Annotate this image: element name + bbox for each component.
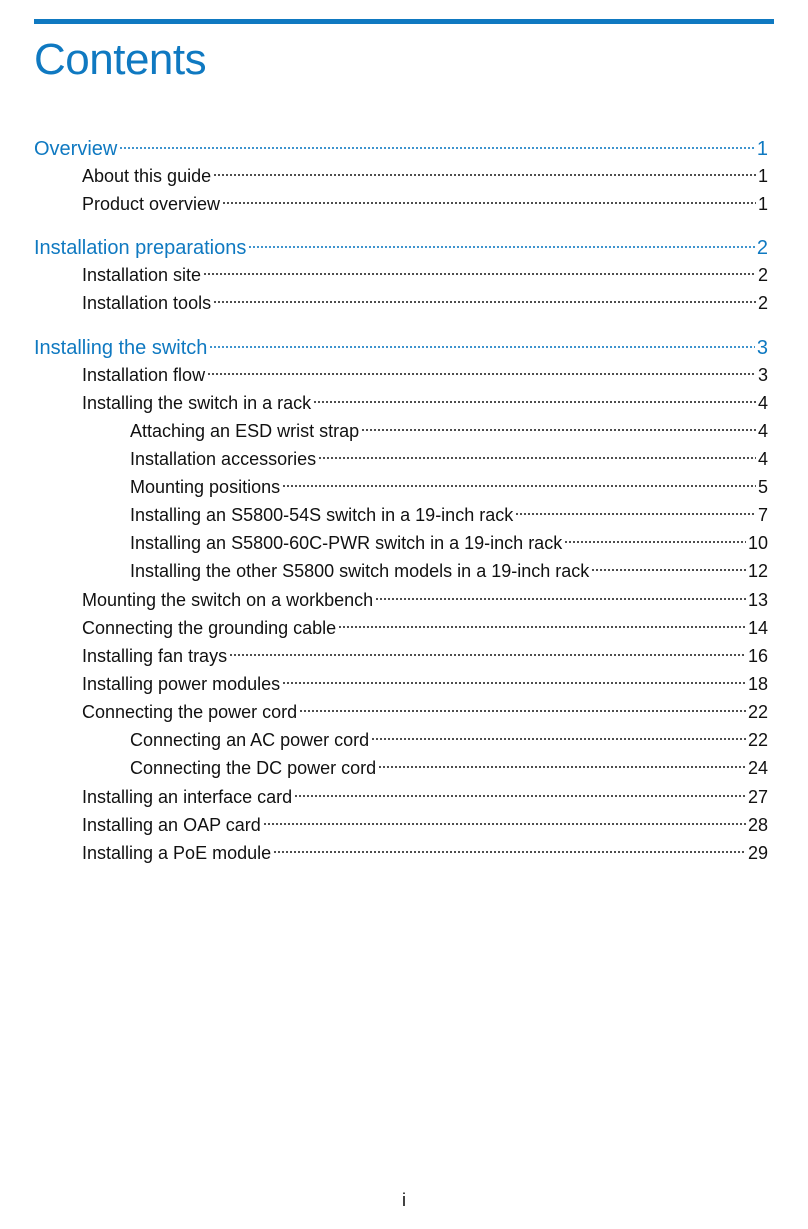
toc-entry-label: Installing an S5800-54S switch in a 19-inch rack — [130, 505, 514, 525]
dot-leader — [378, 764, 746, 770]
dot-leader — [313, 399, 756, 405]
toc-entry-page-number: 27 — [747, 787, 768, 807]
toc-entry-page-number: 18 — [747, 674, 768, 694]
dot-leader — [248, 244, 755, 250]
toc-entry[interactable] — [82, 293, 768, 321]
toc-entry-page-number: 3 — [757, 365, 768, 385]
toc-entry-page-number: 12 — [747, 561, 768, 581]
toc-entry-page-number: 3 — [756, 337, 768, 359]
toc-entry[interactable] — [130, 505, 768, 533]
dot-leader — [209, 344, 754, 350]
dot-leader — [273, 849, 746, 855]
toc-entry[interactable] — [130, 449, 768, 477]
toc-entry-label: Connecting the power cord — [82, 702, 298, 722]
toc-entry-label: Installation preparations — [34, 237, 247, 259]
dot-leader — [564, 539, 746, 545]
toc-entry[interactable] — [82, 618, 768, 646]
toc-entry-page-number: 2 — [757, 265, 768, 285]
toc-entry[interactable] — [130, 730, 768, 758]
toc-entry-label: Product overview — [82, 194, 221, 214]
toc-entry-page-number: 14 — [747, 618, 768, 638]
toc-entry-label: Installation flow — [82, 365, 206, 385]
toc-entry[interactable] — [130, 758, 768, 786]
dot-leader — [119, 145, 755, 151]
dot-leader — [591, 567, 746, 573]
toc-entry[interactable] — [130, 477, 768, 505]
toc-entry-label: Connecting the DC power cord — [130, 758, 377, 778]
toc-entry-page-number: 1 — [757, 194, 768, 214]
dot-leader — [318, 455, 756, 461]
toc-entry[interactable] — [82, 590, 768, 618]
toc-entry-label: Installing an S5800-60C-PWR switch in a 19-inch rack — [130, 533, 563, 553]
toc-entry[interactable] — [130, 561, 768, 589]
dot-leader — [222, 200, 756, 206]
dot-leader — [515, 511, 756, 517]
toc-entry[interactable] — [34, 138, 768, 166]
toc-entry-label: Installing the switch in a rack — [82, 393, 312, 413]
toc-entry[interactable] — [82, 646, 768, 674]
dot-leader — [213, 299, 756, 305]
toc-entry-label: Installing a PoE module — [82, 843, 272, 863]
toc-entry-label: Installing the switch — [34, 337, 208, 359]
page-number-footer: i — [402, 1190, 406, 1210]
toc-entry-page-number: 29 — [747, 843, 768, 863]
toc-entry-page-number: 4 — [757, 421, 768, 441]
toc-entry[interactable] — [82, 787, 768, 815]
toc-entry-page-number: 1 — [756, 138, 768, 160]
dot-leader — [338, 624, 746, 630]
toc-entry-label: Installing an OAP card — [82, 815, 261, 835]
toc-entry-page-number: 1 — [757, 166, 768, 186]
toc-entry-label: Mounting positions — [130, 477, 281, 497]
toc-entry[interactable] — [82, 365, 768, 393]
toc-entry-label: Overview — [34, 138, 118, 160]
toc-entry[interactable] — [82, 702, 768, 730]
toc-entry[interactable] — [130, 533, 768, 561]
dot-leader — [375, 596, 746, 602]
dot-leader — [207, 371, 756, 377]
page-title: Contents — [34, 35, 207, 84]
toc-entry-page-number: 16 — [747, 646, 768, 666]
dot-leader — [203, 271, 756, 277]
toc-entry-label: Installing an interface card — [82, 787, 293, 807]
toc-entry-page-number: 13 — [747, 590, 768, 610]
dot-leader — [263, 821, 746, 827]
dot-leader — [282, 680, 746, 686]
toc-entry[interactable] — [82, 166, 768, 194]
dot-leader — [299, 708, 746, 714]
toc-entry-label: Installation tools — [82, 293, 212, 313]
dot-leader — [361, 427, 756, 433]
toc-entry[interactable] — [130, 421, 768, 449]
toc-entry[interactable] — [82, 194, 768, 222]
toc-entry[interactable] — [82, 674, 768, 702]
toc-entry-page-number: 2 — [757, 293, 768, 313]
toc-entry-page-number: 22 — [747, 730, 768, 750]
toc-entry[interactable] — [82, 843, 768, 871]
dot-leader — [294, 793, 746, 799]
dot-leader — [371, 736, 746, 742]
toc-entry-page-number: 24 — [747, 758, 768, 778]
toc-entry-page-number: 28 — [747, 815, 768, 835]
toc-entry-label: Installing the other S5800 switch models in a 19-inch rack — [130, 561, 590, 581]
dot-leader — [213, 172, 756, 178]
toc-entry-page-number: 4 — [757, 449, 768, 469]
toc-entry-label: Connecting the grounding cable — [82, 618, 337, 638]
toc-entry[interactable] — [34, 337, 768, 365]
toc-entry-label: Attaching an ESD wrist strap — [130, 421, 360, 441]
toc-entry-label: Mounting the switch on a workbench — [82, 590, 374, 610]
toc-entry-page-number: 22 — [747, 702, 768, 722]
toc-entry-page-number: 2 — [756, 237, 768, 259]
toc-entry[interactable] — [82, 393, 768, 421]
dot-leader — [229, 652, 746, 658]
toc-entry-page-number: 5 — [757, 477, 768, 497]
toc-entry-label: Installation site — [82, 265, 202, 285]
toc-entry-label: Installing power modules — [82, 674, 281, 694]
toc-entry[interactable] — [82, 815, 768, 843]
toc-entry[interactable] — [82, 265, 768, 293]
toc-entry-label: Installing fan trays — [82, 646, 228, 666]
toc-entry-page-number: 10 — [747, 533, 768, 553]
toc-entry-label: Connecting an AC power cord — [130, 730, 370, 750]
toc-entry-label: About this guide — [82, 166, 212, 186]
toc-entry-page-number: 4 — [757, 393, 768, 413]
dot-leader — [282, 483, 756, 489]
toc-entry[interactable] — [34, 237, 768, 265]
toc-entry-label: Installation accessories — [130, 449, 317, 469]
toc-entry-page-number: 7 — [757, 505, 768, 525]
